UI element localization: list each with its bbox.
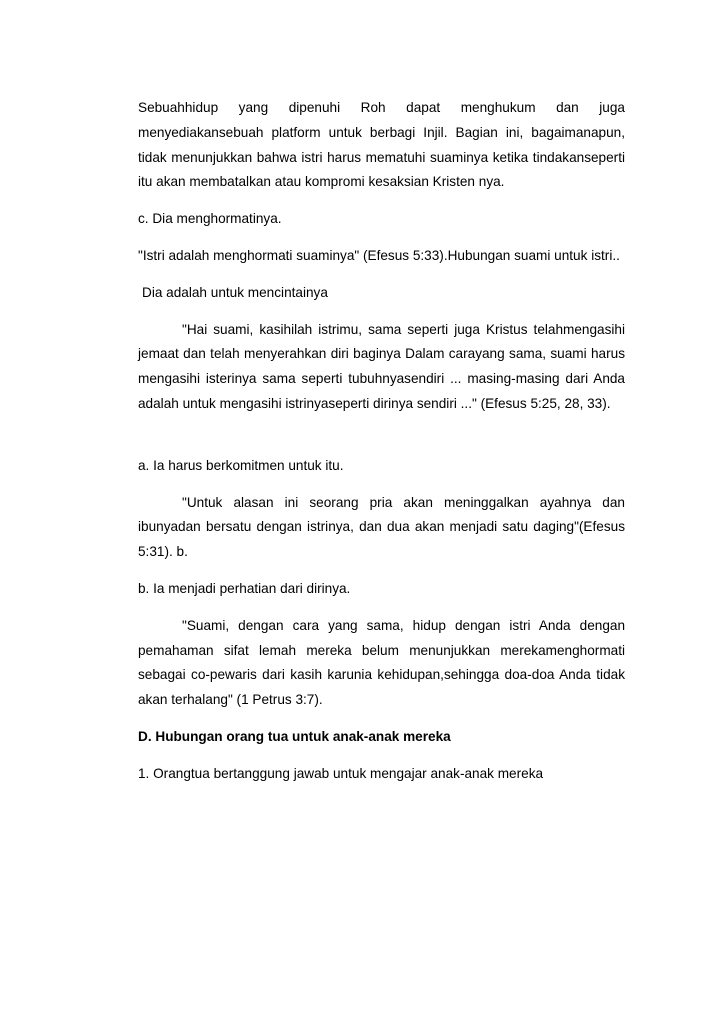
paragraph-wife-respect-quote: "Istri adalah menghormati suaminya" (Efesus 5:33).Hubungan suami untuk istri.. (138, 247, 620, 263)
paragraph-spirit-filled-life: Sebuahhidup yang dipenuhi Roh dapat menghukum dan juga menyediakansebuah platform untuk berbagi Injil. Bagian ini, bagaimanapun, tidak menunjukkan bahwa istri harus mematuhi suaminya ketika tindakanseperti itu akan membatalkan atau kompromi kesaksian Kristen nya. (138, 100, 625, 190)
paragraph-one-flesh-quote: "Untuk alasan ini seorang pria akan meninggalkan ayahnya dan ibunyadan bersatu dengan istrinya, dan dua akan menjadi satu daging"(Efesus 5:31). b. (138, 494, 625, 560)
heading-love-her: Dia adalah untuk mencintainya (142, 284, 328, 300)
section-heading-d-parents: D. Hubungan orang tua untuk anak-anak mereka (138, 728, 451, 744)
heading-c-respect: c. Dia menghormatinya. (138, 211, 282, 227)
paragraph-husband-love-quote: "Hai suami, kasihilah istrimu, sama seperti juga Kristus telahmengasihi jemaat dan telah menyerahkan diri baginya Dalam carayang sama, suami harus mengasihi isterinya sama seperti tubuhnyasendiri ... masing-masing dari Anda adalah untuk mengasihi istrinyaseperti dirinya sendiri ..." (Efesus 5:25, 28, 33). (138, 321, 625, 411)
heading-b-attention: b. Ia menjadi perhatian dari dirinya. (138, 580, 351, 596)
paragraph-peter-quote: "Suami, dengan cara yang sama, hidup dengan istri Anda dengan pemahaman sifat lemah mereka belum menunjukkan merekamenghormati sebagai co-pewaris dari kasih karunia kehidupan,sehingga doa-doa Anda tidak akan terhalang" (1 Petrus 3:7). (138, 617, 625, 708)
document-body (138, 96, 625, 787)
heading-a-commitment: a. Ia harus berkomitmen untuk itu. (138, 457, 344, 473)
heading-1-parents-teach: 1. Orangtua bertanggung jawab untuk mengajar anak-anak mereka (138, 765, 544, 781)
